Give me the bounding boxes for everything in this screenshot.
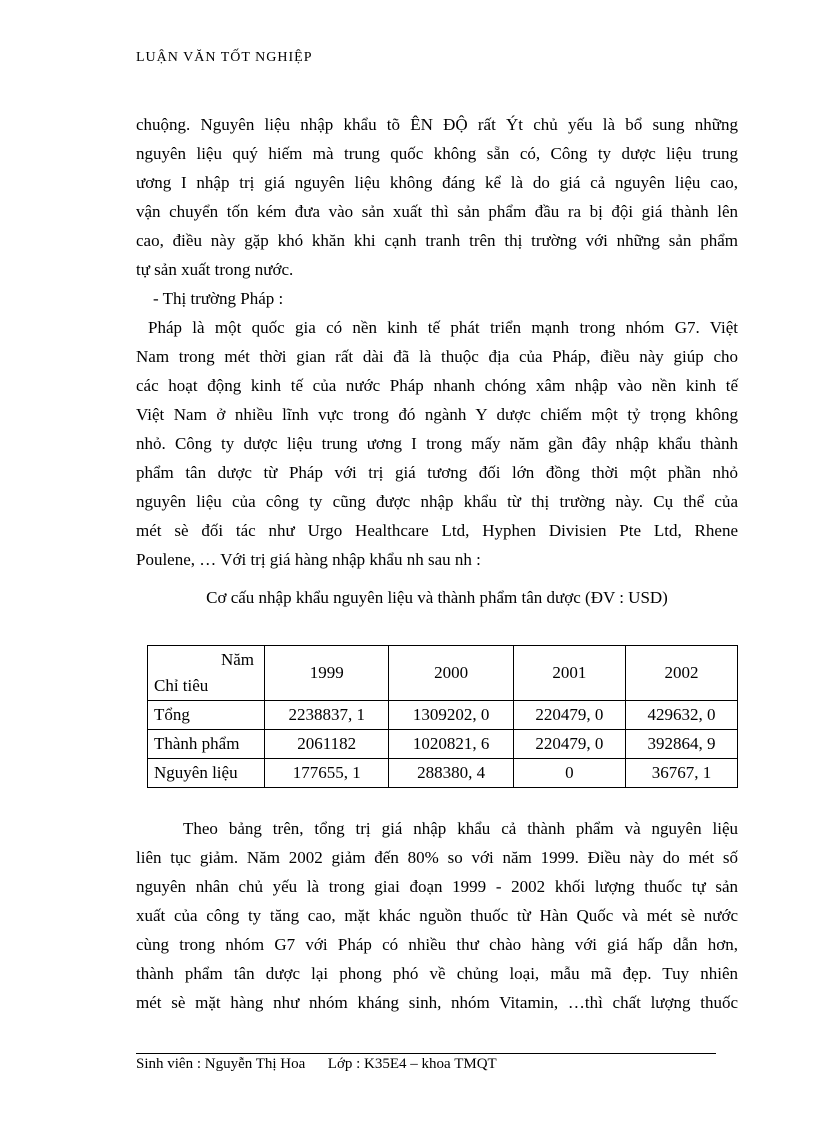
table-cell: 0 [513, 759, 625, 788]
line: phẩm tân dược từ Pháp với trị giá tương đối lớn đồng thời một phần nhỏ [136, 463, 738, 482]
line: Theo bảng trên, tổng trị giá nhập khẩu cả thành phẩm và nguyên liệu [183, 819, 738, 838]
line: Pháp là một quốc gia có nền kinh tế phát triển mạnh trong nhóm G7. Việt [148, 318, 738, 337]
line: liên tục giảm. Năm 2002 giảm đến 80% so với năm 1999. Điều này do mét số [136, 848, 738, 867]
table-cell: 220479, 0 [513, 701, 625, 730]
table-cell: 288380, 4 [389, 759, 513, 788]
year-header: 2002 [625, 646, 737, 701]
line: cao, điều này gặp khó khăn khi cạnh tranh trên thị trường với những sản phẩm [136, 231, 738, 250]
line: Việt Nam ở nhiều lĩnh vực trong đó ngành Y dược chiếm một tỷ trọng không [136, 405, 738, 424]
table-cell: 177655, 1 [265, 759, 389, 788]
import-table [147, 645, 738, 788]
table-caption: Cơ cấu nhập khẩu nguyên liệu và thành phẩm tân dược (ĐV : USD) [206, 588, 668, 607]
row-label: Thành phẩm [148, 730, 265, 759]
table-row [148, 730, 738, 759]
line: chuộng. Nguyên liệu nhập khẩu tõ ÊN ĐỘ rất Ýt chủ yếu là bổ sung những [136, 115, 738, 134]
year-header: 1999 [265, 646, 389, 701]
year-header: 2000 [389, 646, 513, 701]
corner-year-label: Năm [220, 650, 254, 669]
table-cell: 36767, 1 [625, 759, 737, 788]
table-cell: 392864, 9 [625, 730, 737, 759]
line: mét sè mặt hàng như nhóm kháng sinh, nhóm Vitamin, …thì chất lượng thuốc [136, 993, 738, 1012]
table-cell: 220479, 0 [513, 730, 625, 759]
table-cell: 2061182 [265, 730, 389, 759]
page-footer [136, 1056, 497, 1073]
line: mét sè đối tác như Urgo Healthcare Ltd, Hyphen Divisien Pte Ltd, Rhene [136, 521, 738, 540]
line: Poulene, … Với trị giá hàng nhập khẩu nh sau nh : [136, 550, 481, 569]
corner-cell [148, 646, 265, 701]
table-header-row [148, 646, 738, 701]
line: thành phẩm tân dược lại phong phó về chủng loại, mẫu mã đẹp. Tuy nhiên [136, 964, 738, 983]
row-label: Nguyên liệu [148, 759, 265, 788]
line: nhỏ. Công ty dược liệu trung ương I trong mấy năm gần đây nhập khẩu thành [136, 434, 738, 453]
table-cell: 429632, 0 [625, 701, 737, 730]
footer-student: Sinh viên : Nguyễn Thị Hoa [136, 1056, 306, 1072]
row-label: Tổng [148, 701, 265, 730]
paragraph-france [136, 313, 738, 574]
table-row [148, 759, 738, 788]
table-cell: 2238837, 1 [265, 701, 389, 730]
line: cùng trong nhóm G7 với Pháp có nhiều thư chào hàng với giá hấp dẫn hơn, [136, 935, 738, 954]
line: nguyên nhân chủ yếu là trong giai đoạn 1999 - 2002 khối lượng thuốc tự sản [136, 877, 738, 896]
line: xuất của công ty tăng cao, mặt khác nguồn thuốc từ Hàn Quốc và mét sè nước [136, 906, 738, 925]
page-header: LUẬN VĂN TỐT NGHIỆP [136, 50, 313, 65]
year-header: 2001 [513, 646, 625, 701]
table-row [148, 701, 738, 730]
line: nguyên liệu của công ty cũng được nhập khẩu từ thị trường này. Cụ thể của [136, 492, 738, 511]
line: nguyên liệu quý hiếm mà trung quốc không sẵn có, Công ty dược liệu trung [136, 144, 738, 163]
line: ương I nhập trị giá nguyên liệu không đáng kể là do giá cả nguyên liệu cao, [136, 173, 738, 192]
line: vận chuyển tốn kém đưa vào sản xuất thì sản phẩm đầu ra bị đội giá thành lên [136, 202, 738, 221]
corner-indicator-label: Chỉ tiêu [154, 676, 209, 695]
line: Nam trong mét thời gian rất dài đã là thuộc địa của Pháp, điều này giúp cho [136, 347, 738, 366]
footer-class: Lớp : K35E4 – khoa TMQT [327, 1056, 497, 1072]
paragraph-china [136, 110, 738, 284]
line: các hoạt động kinh tế của nước Pháp nhanh chóng xâm nhập vào nền kinh tế [136, 376, 738, 395]
body-text [136, 110, 738, 574]
section-heading-france: - Thị trường Pháp : [153, 289, 284, 308]
table-cell: 1309202, 0 [389, 701, 513, 730]
footer-divider [136, 1053, 716, 1054]
paragraph-analysis [136, 814, 738, 1017]
line: tự sản xuất trong nước. [136, 260, 294, 279]
table-cell: 1020821, 6 [389, 730, 513, 759]
